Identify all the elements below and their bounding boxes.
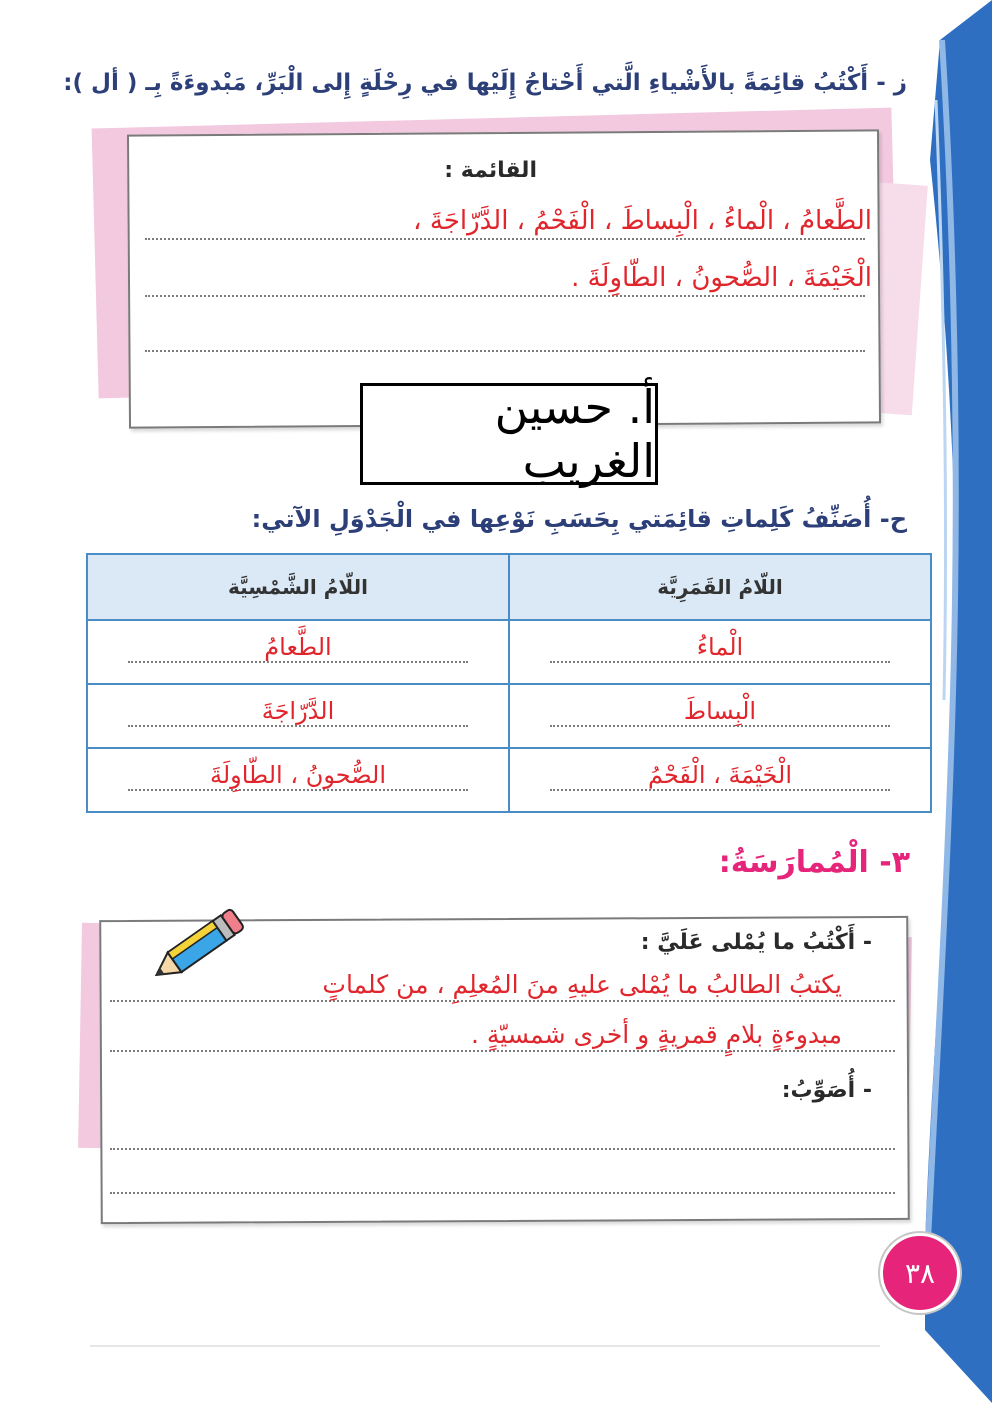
- author-name-box: أ. حسين الغريب: [360, 383, 658, 485]
- cell-answer: الصُّحونُ ، الطّاوِلَةَ: [209, 761, 387, 789]
- classification-table: [86, 553, 932, 813]
- correction-line-1: [110, 1148, 895, 1150]
- answer-line-1: [145, 238, 865, 240]
- cell-answer: الْخَيْمَةَ ، الْفَحْمُ: [647, 761, 793, 789]
- table-cell: [509, 748, 931, 812]
- pencil-icon: [140, 908, 250, 988]
- cell-answer: الدَّرّاجَةَ: [261, 697, 335, 725]
- table-cell: [509, 684, 931, 748]
- table-cell: [87, 620, 509, 684]
- table-row: [87, 684, 931, 748]
- list-answer-1: الطَّعامُ ، الْماءُ ، الْبِساطَ ، الْفَحْمُ ، الدَّرّاجَةَ ،: [413, 206, 872, 236]
- exercise-z-prompt: ز - أَكْتُبُ قائِمَةً بالأَشْياءِ الَّتي أَحْتاجُ إِلَيْها في رِحْلَةٍ إِلى الْبَرِّ، مَبْدوءَةً بِـ ( أل ):: [63, 70, 907, 96]
- bottom-divider: [90, 1345, 880, 1347]
- dictation-answer-2: مبدوءةٍ بلامٍ قمريةٍ و أخرى شمسيّةٍ .: [470, 1020, 842, 1049]
- correction-line-2: [110, 1192, 895, 1194]
- table-row: [87, 748, 931, 812]
- table-cell: [87, 684, 509, 748]
- dictation-line-2: [110, 1050, 895, 1052]
- table-cell: [87, 748, 509, 812]
- table-cell: [509, 620, 931, 684]
- list-answer-2: الْخَيْمَةَ ، الصُّحونُ ، الطّاوِلَةَ .: [571, 263, 872, 293]
- cell-answer: الطَّعامُ: [264, 633, 332, 661]
- page-number-badge: ٣٨: [880, 1233, 960, 1313]
- header-sun-lam: اللّامُ الشَّمْسِيَّة: [87, 554, 509, 620]
- answer-line-3: [145, 350, 865, 352]
- header-moon-lam: اللّامُ القَمَرِيَّة: [509, 554, 931, 620]
- table-row: [87, 620, 931, 684]
- dictation-line-1: [110, 1000, 895, 1002]
- dictation-prompt: - أَكْتُبُ ما يُمْلى عَلَيَّ :: [640, 930, 872, 955]
- cell-answer: الْبِساطَ: [683, 697, 757, 725]
- practice-section-title: ٣- الْمُمارَسَةُ:: [718, 845, 910, 880]
- list-title: القائمة :: [444, 158, 537, 183]
- correction-prompt: - أُصَوِّبُ:: [781, 1078, 872, 1103]
- exercise-h-prompt: ح- أُصَنِّفُ كَلِماتِ قائِمَتي بِحَسَبِ نَوْعِها في الْجَدْوَلِ الآتي:: [251, 505, 907, 533]
- answer-line-2: [145, 295, 865, 297]
- dictation-answer-1: يكتبُ الطالبُ ما يُمْلى عليهِ منَ المُعلِمِ ، من كلماتٍ: [322, 970, 842, 999]
- cell-answer: الْماءُ: [696, 633, 744, 661]
